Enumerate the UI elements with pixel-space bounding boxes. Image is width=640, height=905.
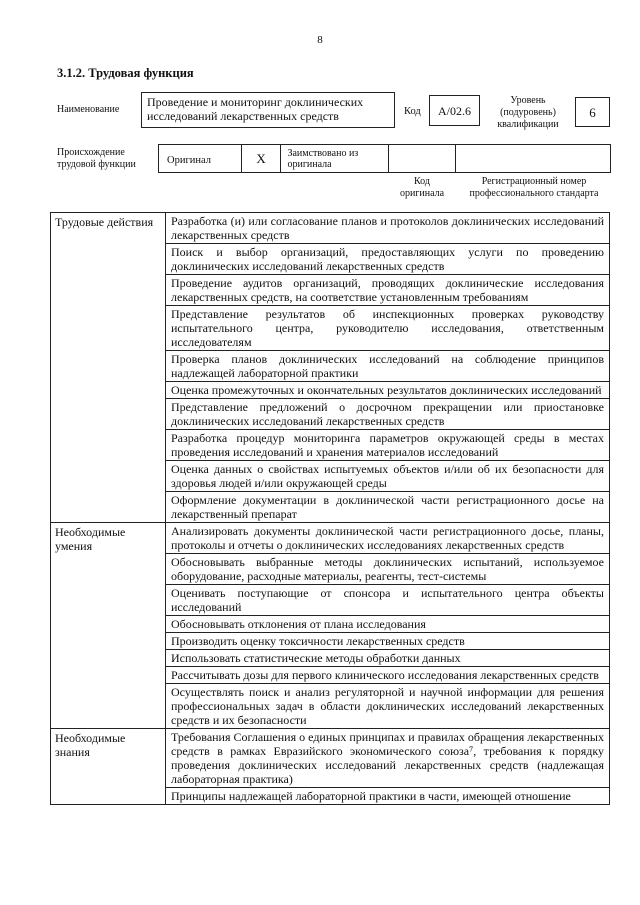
list-item: Разработка процедур мониторинга параметров окружающей среды в местах проведения исследований и хранения материалов исследований bbox=[166, 430, 610, 461]
list-item: Оценка данных о свойствах испытуемых объектов и/или об их безопасности для здоровья людей и/или окружающей среды bbox=[166, 461, 610, 492]
code-label: Код bbox=[404, 106, 421, 117]
borrowed-label: Заимствовано из оригинала bbox=[281, 145, 389, 172]
section-title: 3.1.2. Трудовая функция bbox=[57, 66, 194, 80]
code-box: А/02.6 bbox=[429, 95, 480, 126]
code-original-cell bbox=[389, 145, 456, 172]
list-item: Требования Соглашения о единых принципах и правилах обращения лекарственных средств в рамках Евразийского экономического союза⁷, требования к порядку проведения доклинических исследований лекарственных средств (надлежащая лабораторная практика) bbox=[166, 729, 610, 788]
group-title: Необходимые знания bbox=[51, 729, 166, 805]
reg-number-cell bbox=[456, 145, 610, 172]
function-details-table bbox=[50, 212, 610, 805]
list-item: Рассчитывать дозы для первого клинического исследования лекарственных средств bbox=[166, 667, 610, 684]
list-item: Разработка (и) или согласование планов и протоколов доклинических исследований лекарственных средств bbox=[166, 213, 610, 244]
original-mark: X bbox=[242, 145, 282, 172]
list-item: Проведение аудитов организаций, проводящих доклинические исследования лекарственных средств, на соответствие установленным требованиям bbox=[166, 275, 610, 306]
group-title: Трудовые действия bbox=[51, 213, 166, 523]
code-original-label: Код оригинала bbox=[399, 176, 445, 199]
list-item: Оценивать поступающие от спонсора и испытательного центра объекты исследований bbox=[166, 585, 610, 616]
name-label: Наименование bbox=[57, 104, 120, 115]
origin-label: Происхождение трудовой функции bbox=[57, 147, 136, 170]
list-item: Представление результатов об инспекционных проверках руководству испытательного центра, руководителю исследования, ответственным исследователям bbox=[166, 306, 610, 351]
list-item: Производить оценку токсичности лекарственных средств bbox=[166, 633, 610, 650]
list-item: Использовать статистические методы обработки данных bbox=[166, 650, 610, 667]
table-row bbox=[51, 213, 610, 244]
level-label: Уровень (подуровень) квалификации bbox=[497, 95, 559, 130]
table-row bbox=[51, 523, 610, 554]
list-item: Обосновывать выбранные методы доклинических испытаний, используемое оборудование, расходные материалы, реагенты, тест-системы bbox=[166, 554, 610, 585]
list-item: Принципы надлежащей лабораторной практики в части, имеющей отношение bbox=[166, 788, 610, 805]
list-item: Осуществлять поиск и анализ регуляторной и научной информации для решения профессиональных задач в области доклинических исследований лекарственных средств и их безопасности bbox=[166, 684, 610, 729]
level-box: 6 bbox=[575, 97, 610, 127]
origin-row bbox=[158, 144, 611, 173]
list-item: Проверка планов доклинических исследований на соблюдение принципов надлежащей лабораторной практики bbox=[166, 351, 610, 382]
list-item: Анализировать документы доклинической части регистрационного досье, планы, протоколы и отчеты о доклинических исследованиях лекарственных средств bbox=[166, 523, 610, 554]
table-row bbox=[51, 729, 610, 788]
list-item: Обосновывать отклонения от плана исследования bbox=[166, 616, 610, 633]
page-number: 8 bbox=[317, 34, 323, 46]
list-item: Оценка промежуточных и окончательных результатов доклинических исследований bbox=[166, 382, 610, 399]
list-item: Представление предложений о досрочном прекращении или приостановке доклинических исследований лекарственных средств bbox=[166, 399, 610, 430]
group-title: Необходимые умения bbox=[51, 523, 166, 729]
reg-number-label: Регистрационный номер профессионального стандарта bbox=[469, 176, 599, 199]
function-name-box: Проведение и мониторинг доклинических исследований лекарственных средств bbox=[141, 92, 395, 128]
original-label: Оригинал bbox=[159, 145, 242, 172]
list-item: Оформление документации в доклинической части регистрационного досье на лекарственный препарат bbox=[166, 492, 610, 523]
list-item: Поиск и выбор организаций, предоставляющих услуги по проведению доклинических исследований лекарственных средств bbox=[166, 244, 610, 275]
